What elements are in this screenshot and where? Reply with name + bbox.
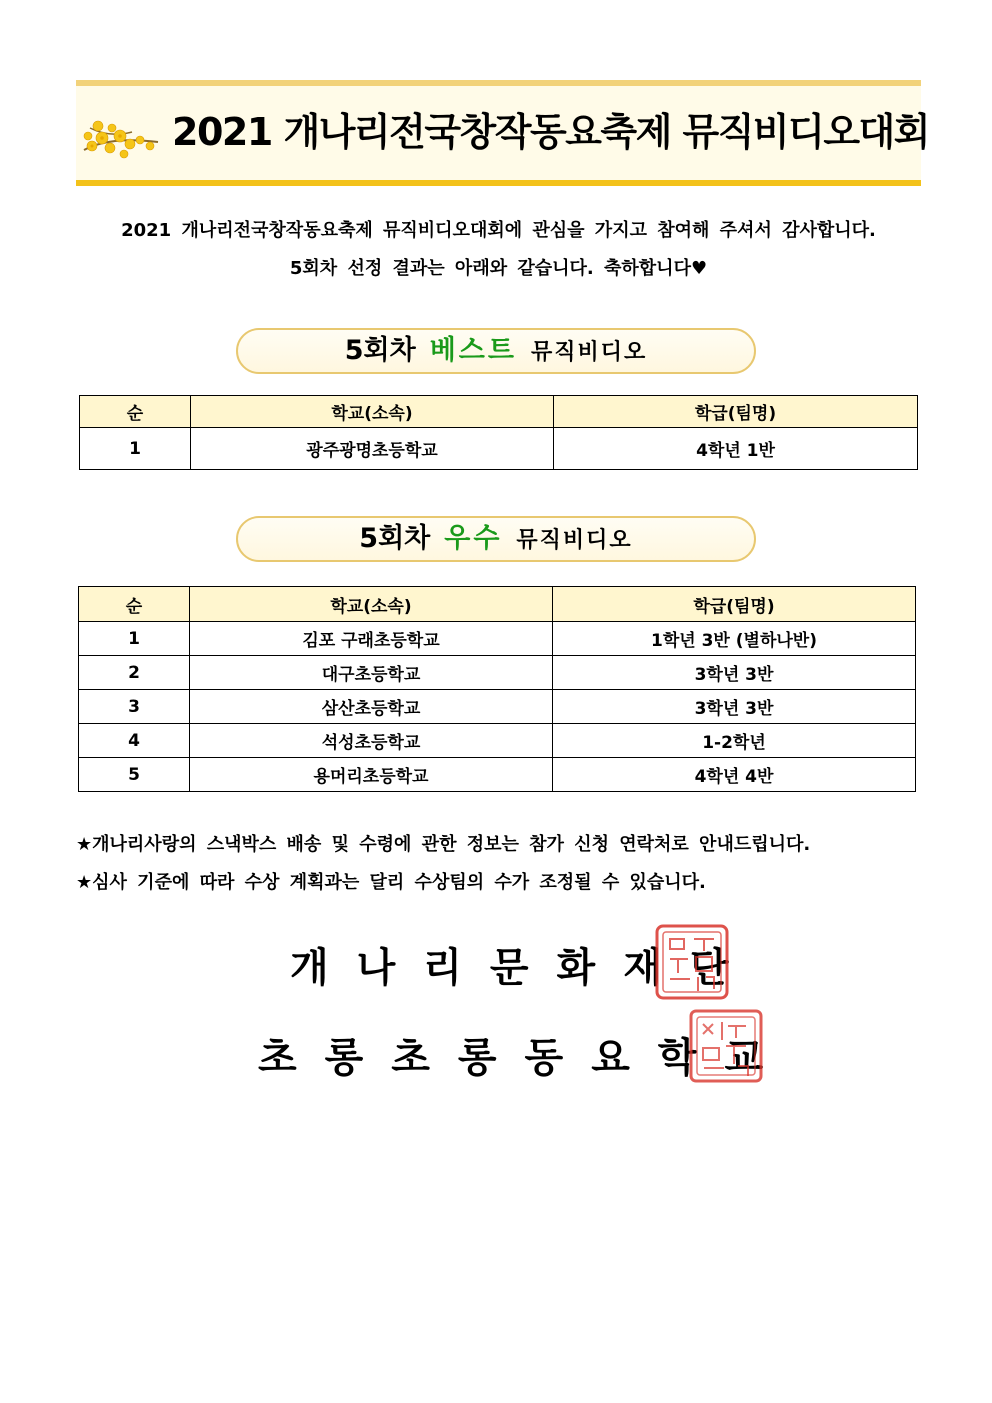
forsythia-flower-icon: [80, 108, 162, 166]
rank-cell: 1: [79, 622, 190, 656]
excellent-results-table: [78, 586, 916, 792]
best-heading-highlight: 베스트: [429, 335, 517, 366]
column-header-class: 학급(팀명): [554, 396, 918, 428]
school-cell: 석성초등학교: [190, 724, 553, 758]
excellent-heading-suffix: 뮤직비디오: [516, 528, 633, 553]
class-cell: 1-2학년: [553, 724, 916, 758]
foundation-seal-stamp-icon: [654, 923, 730, 1001]
rank-cell: 1: [80, 428, 191, 470]
rank-cell: 4: [79, 724, 190, 758]
table-row: [79, 656, 916, 690]
class-cell: 1학년 3반 (별하나반): [553, 622, 916, 656]
page-title: 2021 개나리전국창작동요축제 뮤직비디오대회: [172, 110, 929, 154]
school-seal-stamp-icon: [688, 1008, 764, 1084]
class-cell: 4학년 4반: [553, 758, 916, 792]
best-heading-prefix: 5회차: [344, 335, 416, 366]
class-cell: 3학년 3반: [553, 690, 916, 724]
school-cell: 김포 구래초등학교: [190, 622, 553, 656]
excellent-heading-prefix: 5회차: [359, 523, 431, 554]
column-header-rank: 순: [80, 396, 191, 428]
school-cell: 용머리초등학교: [190, 758, 553, 792]
excellent-heading: [236, 516, 756, 562]
best-results-table: [79, 395, 918, 470]
school-cell: 광주광명초등학교: [191, 428, 554, 470]
rank-cell: 5: [79, 758, 190, 792]
table-row: [79, 758, 916, 792]
column-header-class: 학급(팀명): [553, 587, 916, 622]
column-header-school: 학교(소속): [191, 396, 554, 428]
school-cell: 삼산초등학교: [190, 690, 553, 724]
rank-cell: 3: [79, 690, 190, 724]
table-row: [80, 428, 918, 470]
intro-line-2: 5회차 선정 결과는 아래와 같습니다. 축하합니다♥: [289, 258, 708, 279]
note-delivery: ★개나리사랑의 스낵박스 배송 및 수령에 관한 정보는 참가 신청 연락처로 안내드립니다.: [76, 834, 811, 855]
intro-line-1: 2021 개나리전국창작동요축제 뮤직비디오대회에 관심을 가지고 참여해 주셔서 감사합니다.: [121, 220, 876, 241]
title-banner: [76, 80, 929, 186]
excellent-heading-highlight: 우수: [444, 523, 503, 554]
table-row: [79, 724, 916, 758]
best-heading-suffix: 뮤직비디오: [530, 340, 648, 365]
rank-cell: 2: [79, 656, 190, 690]
class-cell: 4학년 1반: [554, 428, 918, 470]
class-cell: 3학년 3반: [553, 656, 916, 690]
column-header-rank: 순: [79, 587, 190, 622]
signature-school: 초롱초롱동요학교: [258, 1035, 792, 1081]
school-cell: 대구초등학교: [190, 656, 553, 690]
table-row: [79, 622, 916, 656]
best-heading: [236, 328, 756, 374]
note-judging: ★심사 기준에 따라 수상 계획과는 달리 수상팀의 수가 조정될 수 있습니다.: [76, 872, 706, 893]
table-header-row: [80, 396, 918, 428]
column-header-school: 학교(소속): [190, 587, 553, 622]
table-header-row: [79, 587, 916, 622]
signature-foundation: 개나리문화재단: [290, 945, 757, 991]
table-row: [79, 690, 916, 724]
